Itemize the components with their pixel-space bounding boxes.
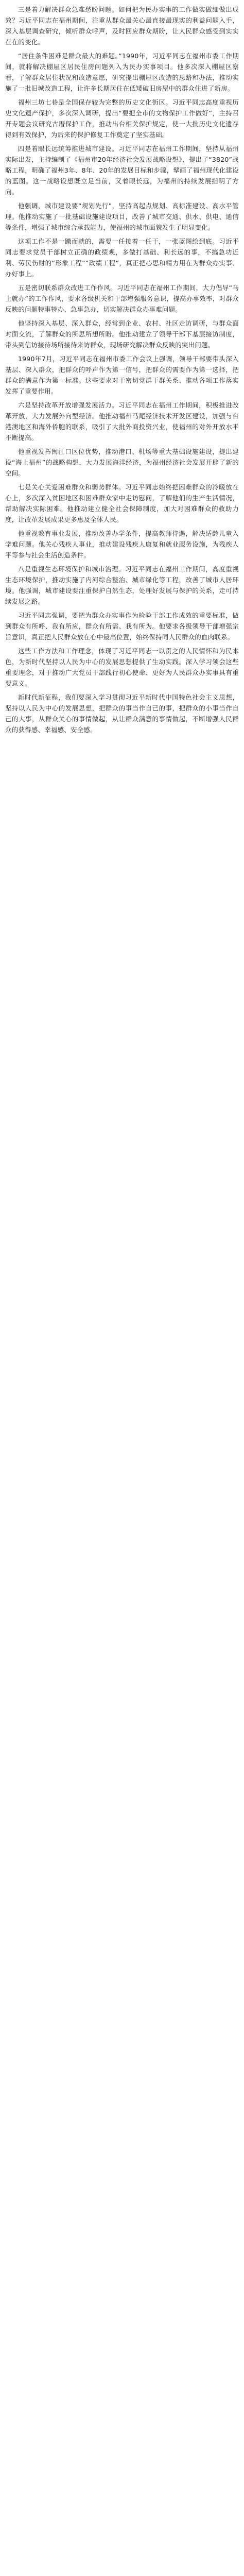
- article-paragraph: 六是坚持改革开放增强发展活力。习近平同志在福州工作期间，积极推进改革开放，大力发展外向型经济。他推动福州马尾经济技术开发区建设，加强与台港澳地区和海外侨胞的联系，吸引了大批外商投资兴业，使福州的对外开放水平不断提高。: [5, 401, 239, 442]
- article-paragraph: 1990年7月，习近平同志在福州市委工作会议上强调，领导干部要带头深入基层、深入群众，把群众的呼声作为第一信号，把群众的需要作为第一选择，把群众的满意作为第一标准。这些要求对于密切党群干群关系、推动各项工作落实发挥了重要作用。: [5, 355, 239, 395]
- article-paragraph: 这项工作不是一蹴而就的，需要一任接着一任干，一张蓝图绘到底。习近平同志要求党员干部树立正确的政绩观，多做打基础、利长远的事，不搞急功近利、劳民伤财的“形象工程”“政绩工程”，真正把心思和精力用在为群众办实事、办好事上。: [5, 238, 239, 278]
- article-paragraph: 这些工作方法和工作理念，体现了习近平同志一以贯之的人民情怀和为民本色，为新时代坚持以人民为中心的发展思想提供了生动实践。深入学习领会这些重要理念，对于推动广大党员干部践行初心使命、更好为人民群众办实事具有重要意义。: [5, 647, 239, 687]
- article-paragraph: 他强调，城市建设要“规划先行”，坚持高起点规划、高标准建设、高水平管理。他推动实施了一批基础设施建设项目，改善了城市交通、供水、供电、通信等条件，增强了城市综合承载能力，使福州的城市面貌发生了明显变化。: [5, 202, 239, 231]
- article-paragraph: “居住条件困难是群众最大的难题。”1990年，习近平同志在福州市委工作期间，就将解决棚屋区居民住房问题列入为民办实事项目。他多次深入棚屋区察看，了解群众居住状况和改造意愿，研究提出棚屋区改造的思路和办法，推动实施了一批旧城改造工程，让许多长期居住在低矮破旧房屋中的群众住进了新房。: [5, 52, 239, 92]
- article-paragraph: 七是关心关爱困难群众和弱势群体。习近平同志始终把困难群众的冷暖放在心上，多次深入贫困地区和困难群众家中走访慰问，了解他们的生产生活情况，帮助解决实际困难。他推动建立健全社会保障制度，加大对困难群众的救助力度，让改革发展成果更多惠及全体人民。: [5, 483, 239, 523]
- article-paragraph: 习近平同志强调，要把为群众办实事作为检验干部工作成效的重要标准，做到群众有所呼、我有所应，群众有所需、我有所为。他要求各级领导干部增强宗旨意识，真正把人民群众放在心中最高位置，始终保持同人民群众的血肉联系。: [5, 612, 239, 641]
- article-paragraph: 新时代新征程，我们要深入学习贯彻习近平新时代中国特色社会主义思想，坚持以人民为中心的发展思想，把群众的事当作自己的事，把群众的小事当作自己的大事，从群众关心的事情做起，从让群众满意的事情做起，不断增强人民群众的获得感、幸福感、安全感。: [5, 693, 239, 734]
- article-paragraph: 福州三坊七巷是全国保存较为完整的历史文化街区。习近平同志高度重视历史文化遗产保护，多次深入调研，提出“要把全市的文物保护工作做好”，主持召开专题会议研究古厝保护工作，推动出台相关保护规定，使一大批历史文化遗存得到有效保护，为后来的保护修复工作奠定了坚实基础。: [5, 98, 239, 139]
- article-paragraph: 五是密切联系群众改进工作作风。习近平同志在福州工作期间，大力倡导“马上就办”的工作作风，要求各级机关和干部增强服务意识，提高办事效率，对群众反映的问题特事特办、急事急办，切实解决群众办事难问题。: [5, 284, 239, 313]
- article-paragraph: 三是着力解决群众急难愁盼问题。如何把为民办实事的工作做实做细做出成效？习近平同志在福州期间，注重从群众最关心最直接最现实的利益问题入手，深入基层调查研究，倾听群众呼声，及时回应群众期盼，让人民群众感受到实实在在的变化。: [5, 6, 239, 46]
- article-paragraph: 他重视教育事业发展，推动改善办学条件，提高教师待遇，解决适龄儿童入学难问题。他关心残疾人事业，推动建设残疾人康复和就业服务设施，为残疾人平等参与社会生活创造条件。: [5, 530, 239, 559]
- article-paragraph: 他重视发挥闽江口区位优势，推动港口、机场等重大基础设施建设，提出建设“海上福州”的战略构想，大力发展海洋经济，为福州经济社会发展开辟了新的空间。: [5, 448, 239, 477]
- article-paragraph: 八是重视生态环境保护和城市治理。习近平同志在福州工作期间，高度重视生态环境保护，推动实施了内河综合整治、城市绿化等工程，改善了城市人居环境。他强调，城市建设要注重保护自然生态，处理好发展与保护的关系，走可持续发展之路。: [5, 565, 239, 605]
- article-paragraph: 四是着眼长远统筹推进城市建设。习近平同志在福州工作期间，坚持从福州实际出发，主持编制了《福州市20年经济社会发展战略设想》，提出了“3820”战略工程，明确了福州3年、8年、20年的发展目标和步骤，擘画了福州现代化建设的蓝图。这一战略设想既立足当前，又着眼长远，为福州的持续发展指明了方向。: [5, 145, 239, 196]
- article-paragraph: 他坚持深入基层、深入群众，经常到企业、农村、社区走访调研，与群众面对面交流，了解群众的所思所想所盼。他推动建立了领导干部下基层接访制度，带头到信访接待场所接待来访群众，现场研究解决群众反映的突出问题。: [5, 319, 239, 349]
